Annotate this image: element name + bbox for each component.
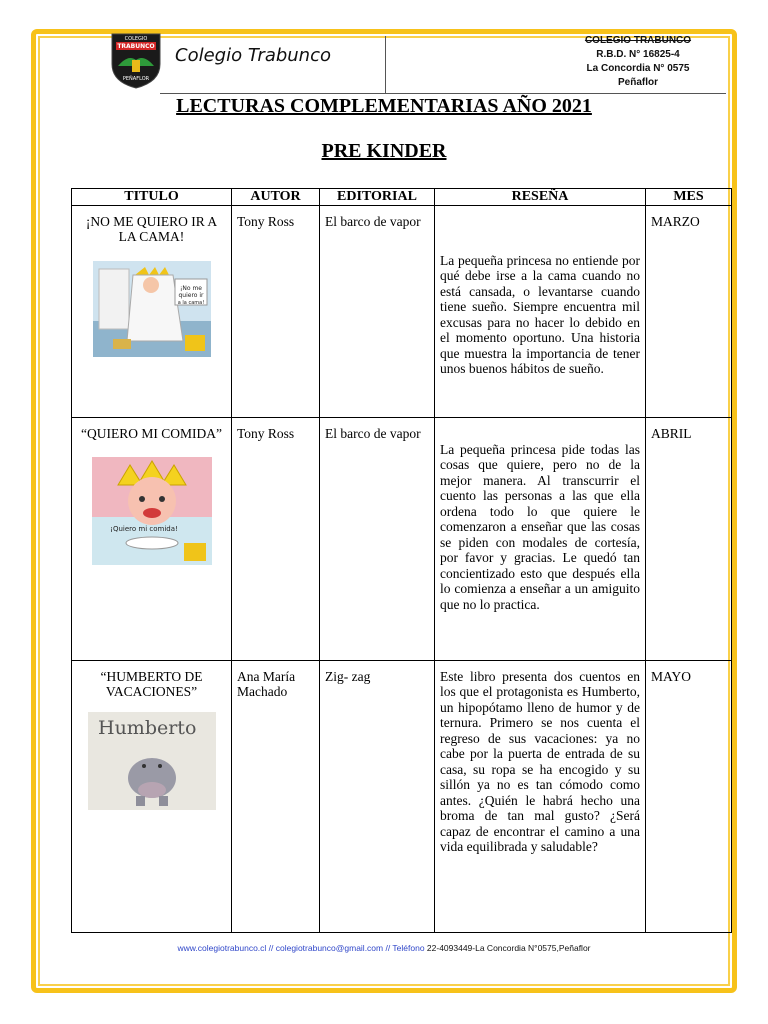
svg-text:¡Quiero mi comida!: ¡Quiero mi comida! [109,525,178,533]
cell-editorial: El barco de vapor [320,417,435,660]
institution-rbd: R.B.D. N° 16825-4 [596,49,680,60]
book-cover-image [88,712,216,810]
institution-city: Peñaflor [617,77,658,88]
institution-info [548,34,728,90]
logo-text-bottom: PEÑAFLOR [122,76,150,82]
cell-resena: La pequeña princesa pide todas las cosas que quiere, pero no de la mejor manera. Al transcurrir el cuento las personas a las que ella ordena todo lo que quiere le comenzaron a enseñar que las cosas se piden con modales de cortesía, por favor y gracias. Le quedó tan concientizado esto que después ella lo comienza a enseñar a un amiguito que no lo practica. [435,417,646,660]
cell-titulo [72,660,232,932]
school-logo [108,30,164,90]
table-header-row [72,189,732,206]
document-subtitle: PRE KINDER [321,140,447,162]
svg-text:a la cama!: a la cama! [177,299,204,306]
institution-name: COLEGIO TRABUNCO [584,35,692,46]
cell-editorial: El barco de vapor [320,205,435,417]
cell-resena: La pequeña princesa no entiende por qué debe irse a la cama cuando no está cansada, o levantarse cuando tiene sueño. Siempre encuentra mil excusas para no hacer lo debido en el momento oportuno. Una historia que muestra la importancia de tener unos buenos hábitos de sueño. [435,205,646,417]
cell-mes: ABRIL [646,417,732,660]
readings-table [71,188,732,933]
cell-autor: Tony Ross [232,417,320,660]
table-row [72,660,732,932]
document-title: LECTURAS COMPLEMENTARIAS AÑO 2021 [176,95,592,117]
cell-mes: MARZO [646,205,732,417]
cover-title: Humberto [97,716,196,739]
header-mes: MES [646,189,732,206]
table-row [72,205,732,417]
book-title: “HUMBERTO DE VACACIONES” [100,668,203,699]
cell-titulo [72,417,232,660]
header-titulo: TITULO [72,189,232,206]
book-title: ¡NO ME QUIERO IR A LA CAMA! [85,213,218,244]
table-row [72,417,732,660]
svg-text:¡No me: ¡No me [179,284,202,292]
cell-mes: MAYO [646,660,732,932]
logo-text-top: COLEGIO [124,36,148,42]
header-autor: AUTOR [232,189,320,206]
cell-titulo [72,205,232,417]
footer-links[interactable]: www.colegiotrabunco.cl // colegiotrabunco@gmail.com // Teléfono [177,943,425,953]
institution-address: La Concordia N° 0575 [586,63,690,74]
book-cover-image [93,261,211,357]
header-editorial: EDITORIAL [320,189,435,206]
logo-text-mid: TRABUNCO [117,43,155,50]
footer-contact: 22-4093449-La Concordia N°0575,Peñaflor [424,943,591,953]
header-divider [160,93,726,94]
book-title: “QUIERO MI COMIDA” [81,425,222,441]
cell-autor: Tony Ross [232,205,320,417]
header-resena: RESEÑA [435,189,646,206]
cell-editorial: Zig- zag [320,660,435,932]
cell-resena: Este libro presenta dos cuentos en los que el protagonista es Humberto, un hipopótamo lleno de humor y de ternura. Primero se nos cuenta el regreso de sus vacaciones: ya no cabe por la puerta de entrada de su casa, su ropa se ha encogido y su sillón ya no es tan cómodo como antes. ¿Quién le habrá hecho una broma de tan mal gusto? ¿Será capaz de encontrar el camino a una vida equilibrada y saludable? [435,660,646,932]
cell-autor: Ana María Machado [232,660,320,932]
book-cover-image [92,457,212,565]
header-vertical-divider [385,36,386,93]
svg-text:quiero ir: quiero ir [177,291,204,299]
footer [0,943,768,953]
school-name: Colegio Trabunco [175,45,331,66]
